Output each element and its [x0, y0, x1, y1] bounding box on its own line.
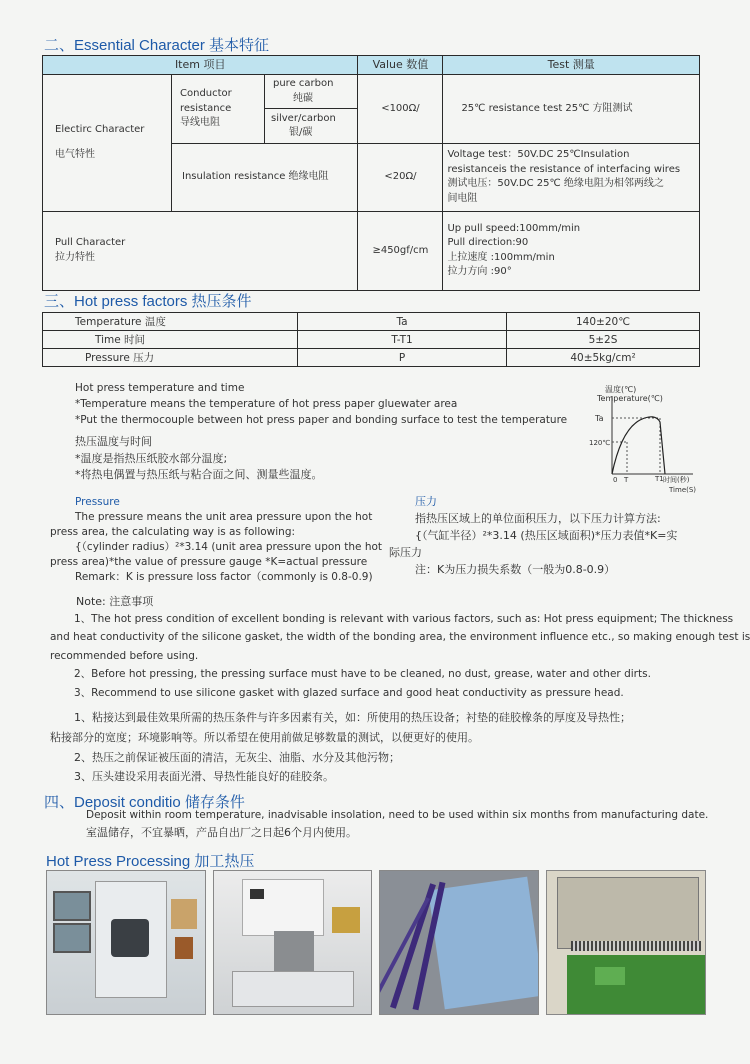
photo-bonded-pcb — [546, 870, 706, 1015]
pressure-line4: press area)*the value of pressure gauge *K=actual pressure — [50, 555, 368, 568]
hot-press-line3: *Put the thermocouple between hot press paper and bonding surface to test the temperature — [75, 413, 568, 426]
electric-label-cn: 电气特性 — [55, 148, 95, 160]
insulation-value: <20Ω/ — [358, 143, 443, 211]
silver-carbon-cell — [265, 109, 358, 144]
photo-hot-press-machine-1 — [46, 870, 206, 1015]
temperature-time-graph — [575, 380, 705, 498]
conductor-cell — [172, 74, 265, 143]
graph-ylabel: Temperature(℃) — [597, 394, 663, 403]
note-cn-1b: 粘接部分的宽度；环境影响等。所以希望在使用前做足够数量的测试，以便更好的使用。 — [50, 730, 479, 744]
pull-character-cell — [43, 211, 358, 290]
note-en-3: 3、Recommend to use silicone gasket with glazed surface and good heat conductivity as pressure head. — [74, 686, 624, 699]
pressure-en-text — [50, 510, 383, 585]
section-processing-title: Hot Press Processing 加工热压 — [46, 853, 255, 870]
pull-test-line1: Up pull speed:100mm/min — [447, 222, 581, 234]
temperature-label: Temperature 温度 — [43, 313, 298, 331]
section-essential-title: 二、Essential Character 基本特征 — [44, 37, 270, 54]
essential-character-table — [42, 55, 700, 291]
graph-t1-label: T1 — [655, 475, 664, 483]
notes-title: Note: 注意事项 — [76, 595, 154, 608]
conductor-value: <100Ω/ — [358, 74, 443, 143]
silver-carbon-label: silver/carbon — [271, 112, 336, 124]
graph-xlabel: Time(S) — [669, 486, 697, 494]
graph-curve — [612, 417, 665, 474]
graph-120-label: 120℃ — [589, 439, 611, 447]
temperature-symbol: Ta — [298, 313, 507, 331]
pull-test — [443, 211, 700, 290]
hot-press-line2: *Temperature means the temperature of hot press paper gluewater area — [75, 397, 458, 410]
pressure-line5: Remark：K is pressure loss factor（commonly is 0.8-0.9) — [75, 570, 373, 583]
pressure-title-cn: 压力 — [415, 495, 437, 508]
pressure-value: 40±5kg/cm² — [507, 349, 700, 367]
note-cn-3: 3、压头建设采用表面光滑、导热性能良好的硅胶条。 — [74, 770, 334, 784]
pure-carbon-cell — [265, 74, 358, 109]
header-test: Test 测量 — [443, 56, 700, 75]
pressure-cn-line4: 注：K为压力损失系数（一般为0.8-0.9） — [415, 563, 616, 577]
time-value: 5±2S — [507, 331, 700, 349]
conductor-label2: resistance — [180, 102, 232, 114]
note-en-1c: recommended before using. — [50, 649, 199, 662]
pressure-en-block — [75, 495, 375, 511]
note-en-1a: 1、The hot press condition of excellent bonding is relevant with various factors, such as: Hot press equipment; The thickness — [74, 613, 734, 625]
pressure-symbol: P — [298, 349, 507, 367]
note-cn-2: 2、热压之前保证被压面的清洁，无灰尘、油脂、水分及其他污物； — [74, 750, 400, 764]
pull-label: Pull Character — [55, 237, 126, 249]
header-value: Value 数值 — [358, 56, 443, 75]
conductor-test: 25℃ resistance test 25℃ 方阻测试 — [443, 74, 700, 143]
pressure-cn-line2: {（气缸半径）²*3.14 (热压区域面积)*压力表值*K=实 — [415, 529, 678, 543]
pull-test-line3: 上拉速度 :100mm/min — [447, 251, 555, 263]
photo-hot-press-machine-2 — [213, 870, 372, 1015]
conductor-label-cn: 导线电阻 — [180, 117, 220, 129]
pressure-line1: The pressure means the unit area pressure upon the hot — [75, 511, 373, 523]
graph-ylabel-cn: 温度(℃) — [605, 385, 637, 394]
graph-t-label: T — [624, 476, 629, 484]
graph-xlabel-cn: 时间(秒) — [663, 476, 690, 484]
time-symbol: T-T1 — [298, 331, 507, 349]
header-item: Item 项目 — [43, 56, 358, 75]
section-deposit-title: 四、Deposit conditio 储存条件 — [44, 794, 245, 811]
insulation-test-line2: resistanceis the resistance of interfacing wires — [447, 163, 681, 175]
insulation-test-line4: 间电阻 — [447, 192, 478, 204]
pressure-line2: press area, the calculating way is as following: — [50, 525, 296, 538]
pure-carbon-cn: 纯碳 — [293, 92, 313, 104]
pressure-title: Pressure — [75, 496, 120, 508]
pressure-cn-line1: 指热压区域上的单位面积压力，以下压力计算方法: — [415, 512, 661, 526]
hot-press-factors-table — [42, 312, 700, 367]
electric-label: Electirc Character — [55, 124, 145, 136]
hot-press-text — [75, 381, 575, 484]
notes-en — [50, 610, 750, 702]
electric-character-cell — [43, 74, 172, 211]
pull-test-line4: 拉力方向 :90° — [447, 266, 512, 278]
photo-hot-press-tape — [379, 870, 539, 1015]
pressure-label: Pressure 压力 — [43, 349, 298, 367]
pull-test-line2: Pull direction:90 — [447, 237, 529, 249]
pressure-line3: {（cylinder radius）²*3.14 (unit area pressure upon the hot — [75, 540, 383, 553]
insulation-test-line3: 测试电压：50V.DC 25℃ 绝缘电阻为相邻两线之 — [447, 178, 664, 190]
deposit-en: Deposit within room temperature, inadvisable insolation, need to be used within six months from manufacturing date. — [86, 809, 709, 821]
silver-carbon-cn: 银/碳 — [289, 127, 313, 139]
note-en-1b: and heat conductivity of the silicone gasket, the width of the bonding area, the environment influence etc., so making enough test is — [50, 631, 750, 644]
insulation-test — [443, 143, 700, 211]
notes-cn — [50, 708, 715, 787]
hot-press-cn2: *温度是指热压纸胶水部分温度; — [75, 451, 228, 465]
hot-press-cn1: 热压温度与时间 — [75, 435, 152, 449]
time-label: Time 时间 — [43, 331, 298, 349]
pull-value: ≥450gf/cm — [358, 211, 443, 290]
insulation-test-line1: Voltage test：50V.DC 25℃Insulation — [447, 149, 630, 161]
section-hot-press-title: 三、Hot press factors 热压条件 — [44, 293, 252, 310]
note-cn-1a: 1、粘接达到最佳效果所需的热压条件与许多因素有关，如：所使用的热压设备；衬垫的硅胶橡条的厚度及导热性； — [74, 711, 631, 724]
pressure-cn-block — [389, 493, 715, 578]
insulation-label: Insulation resistance 绝缘电阻 — [172, 143, 358, 211]
hot-press-line1: Hot press temperature and time — [75, 382, 245, 394]
deposit-cn: 室温储存，不宜暴晒，产品自出厂之日起6个月内使用。 — [86, 826, 357, 839]
pull-label-cn: 拉力特性 — [55, 251, 95, 263]
graph-ta-label: Ta — [595, 414, 604, 423]
conductor-label: Conductor — [180, 88, 232, 100]
temperature-value: 140±20℃ — [507, 313, 700, 331]
pure-carbon-label: pure carbon — [273, 78, 334, 90]
graph-origin: 0 — [613, 476, 618, 484]
note-en-2: 2、Before hot pressing, the pressing surface must have to be cleaned, no dust, grease, water and other dirts. — [74, 668, 651, 681]
pressure-cn-line3: 际压力 — [389, 546, 422, 560]
hot-press-cn3: *将热电偶置与热压纸与粘合面之间、测量些温度。 — [75, 468, 323, 482]
